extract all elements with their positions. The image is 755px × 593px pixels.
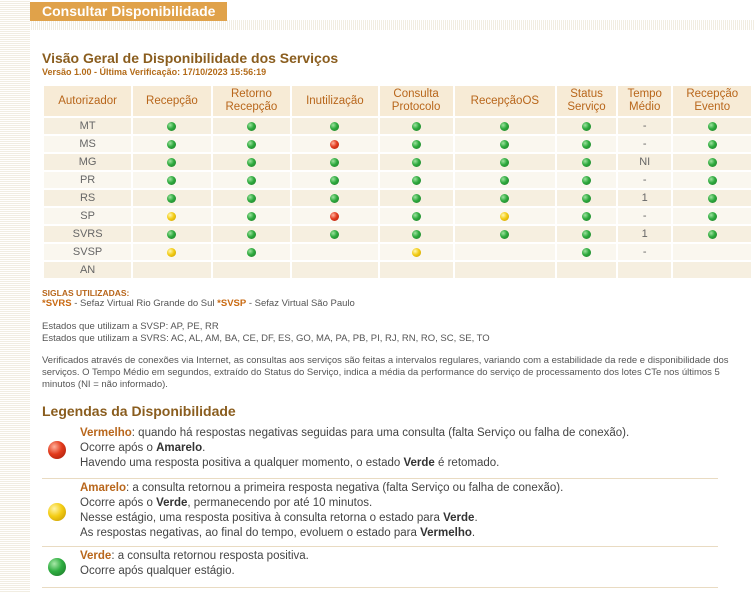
table-row <box>44 262 751 278</box>
green-status-icon <box>167 140 176 149</box>
green-status-icon <box>167 122 176 131</box>
status-cell <box>455 190 556 206</box>
legend-item-green <box>42 547 718 588</box>
green-status-icon <box>167 176 176 185</box>
green-status-icon <box>582 122 591 131</box>
green-status-icon <box>582 230 591 239</box>
column-header: Autorizador <box>44 86 131 116</box>
status-cell <box>213 118 290 134</box>
column-header: RecepçãoOS <box>455 86 556 116</box>
status-cell <box>213 262 290 278</box>
legend-green-term: Verde <box>80 550 112 562</box>
status-cell <box>133 244 210 260</box>
table-row <box>44 226 751 242</box>
status-cell <box>673 154 751 170</box>
status-cell: - <box>618 136 672 152</box>
legend-yellow-l3a: Nesse estágio, uma resposta positiva à consulta retorna o estado para <box>80 512 444 524</box>
status-cell <box>557 118 616 134</box>
legend-green-line-1 <box>80 549 309 564</box>
table-row <box>44 118 751 134</box>
status-cell <box>213 154 290 170</box>
green-status-icon <box>500 230 509 239</box>
red-status-icon <box>48 441 66 459</box>
column-header: Tempo Médio <box>618 86 672 116</box>
column-header: Recepção <box>133 86 210 116</box>
green-status-icon <box>330 176 339 185</box>
status-cell <box>213 136 290 152</box>
estados-svsp: Estados que utilizam a SVSP: AP, PE, RR <box>42 321 219 332</box>
column-header: Recepção Evento <box>673 86 751 116</box>
status-cell <box>133 262 210 278</box>
table-row <box>44 172 751 188</box>
legend-item-yellow <box>42 479 718 547</box>
status-cell <box>292 262 377 278</box>
status-cell <box>557 172 616 188</box>
status-cell <box>557 136 616 152</box>
status-cell <box>292 208 377 224</box>
status-cell <box>213 190 290 206</box>
status-cell <box>618 262 672 278</box>
green-status-icon <box>330 230 339 239</box>
status-cell <box>673 262 751 278</box>
status-cell <box>133 226 210 242</box>
status-cell <box>557 226 616 242</box>
status-cell <box>292 226 377 242</box>
status-cell <box>455 244 556 260</box>
status-cell <box>213 172 290 188</box>
table-row <box>44 244 751 260</box>
green-status-icon <box>167 194 176 203</box>
green-status-icon <box>247 212 256 221</box>
green-status-icon <box>330 158 339 167</box>
green-status-icon <box>708 122 717 131</box>
legend-title: Legendas da Disponibilidade <box>42 403 236 419</box>
legend-green-l1: : a consulta retornou resposta positiva. <box>111 550 309 562</box>
status-cell <box>380 208 453 224</box>
green-status-icon <box>582 248 591 257</box>
status-cell <box>455 172 556 188</box>
legend-yellow-text <box>80 481 563 541</box>
green-status-icon <box>48 558 66 576</box>
yellow-status-icon <box>48 503 66 521</box>
legend-yellow-l4b: Vermelho <box>420 527 472 539</box>
green-status-icon <box>412 122 421 131</box>
status-cell: NI <box>618 154 672 170</box>
red-status-icon <box>330 140 339 149</box>
legend-yellow-l3c: . <box>474 512 478 524</box>
status-cell: - <box>618 118 672 134</box>
green-status-icon <box>412 158 421 167</box>
table-row <box>44 208 751 224</box>
green-status-icon <box>708 140 717 149</box>
legend-red-l3c: é retomado. <box>434 457 500 469</box>
green-status-icon <box>582 212 591 221</box>
status-cell: 1 <box>618 226 672 242</box>
legend-yellow-l1: : a consulta retornou a primeira resposta negativa (falta Serviço ou falha de conexão). <box>126 482 564 494</box>
verification-note: Verificados através de conexões via Internet, as consultas aos serviços são feitas a intervalos regulares, variando com a estabilidade da rede e disponibilidade dos serviços. O Tempo Médio em segundos, extraído do Status do Serviço, indica a média da performance do serviço de processamento dos lotes CTe nos últimos 5 minutos (NI = não informado). <box>42 355 729 390</box>
autorizador-cell: MG <box>44 154 131 170</box>
table-row <box>44 154 751 170</box>
legend-yellow-term: Amarelo <box>80 482 127 494</box>
status-cell <box>557 208 616 224</box>
status-cell <box>455 262 556 278</box>
version-info: Versão 1.00 - Última Verificação: 17/10/2023 15:56:19 <box>42 67 267 77</box>
status-cell <box>673 118 751 134</box>
green-status-icon <box>582 176 591 185</box>
green-status-icon <box>247 122 256 131</box>
availability-table <box>42 84 753 280</box>
status-cell <box>557 262 616 278</box>
status-cell <box>213 208 290 224</box>
green-status-icon <box>247 158 256 167</box>
legend-red-l2b: Amarelo <box>156 442 203 454</box>
green-status-icon <box>247 248 256 257</box>
status-cell <box>557 190 616 206</box>
green-status-icon <box>330 122 339 131</box>
status-cell <box>380 136 453 152</box>
green-status-icon <box>500 176 509 185</box>
status-cell <box>557 244 616 260</box>
legend-item-red <box>42 424 718 479</box>
status-cell <box>455 226 556 242</box>
green-status-icon <box>167 230 176 239</box>
legend-red-l2a: Ocorre após o <box>80 442 157 454</box>
legend-yellow-l4a: As respostas negativas, ao final do tempo, evoluem o estado para <box>80 527 421 539</box>
status-cell: - <box>618 244 672 260</box>
siglas-svsp-desc: - Sefaz Virtual São Paulo <box>246 298 355 309</box>
status-cell <box>133 136 210 152</box>
green-status-icon <box>500 122 509 131</box>
yellow-status-icon <box>167 212 176 221</box>
status-cell <box>213 226 290 242</box>
status-cell <box>455 208 556 224</box>
frame-left-border <box>0 0 30 593</box>
siglas-line <box>42 298 355 309</box>
page-header-tab: Consultar Disponibilidade <box>30 2 227 21</box>
status-cell <box>292 244 377 260</box>
status-cell <box>455 136 556 152</box>
siglas-svrs-desc: - Sefaz Virtual Rio Grande do Sul <box>71 298 218 309</box>
legend-red-line-2 <box>80 441 629 456</box>
green-status-icon <box>167 158 176 167</box>
column-header: Inutilização <box>292 86 377 116</box>
green-status-icon <box>500 140 509 149</box>
legend-red-text <box>80 426 629 471</box>
legend-green-line-2: Ocorre após qualquer estágio. <box>80 565 235 577</box>
status-cell <box>292 154 377 170</box>
legend-green-text <box>80 549 309 579</box>
siglas-title: SIGLAS UTILIZADAS: <box>42 288 130 298</box>
siglas-svrs-abbr: *SVRS <box>42 298 72 309</box>
status-cell <box>673 208 751 224</box>
table-row <box>44 190 751 206</box>
green-status-icon <box>708 212 717 221</box>
green-status-icon <box>247 140 256 149</box>
status-cell: 1 <box>618 190 672 206</box>
legend-red-line-3 <box>80 456 629 471</box>
yellow-status-icon <box>167 248 176 257</box>
status-cell <box>292 190 377 206</box>
status-cell <box>380 244 453 260</box>
column-header: Status Serviço <box>557 86 616 116</box>
status-cell <box>133 172 210 188</box>
legend-yellow-l2a: Ocorre após o <box>80 497 157 509</box>
legend-yellow-line-2 <box>80 496 563 511</box>
status-cell <box>380 226 453 242</box>
green-status-icon <box>500 194 509 203</box>
legend-yellow-l3b: Verde <box>443 512 475 524</box>
green-status-icon <box>500 158 509 167</box>
status-cell <box>380 190 453 206</box>
autorizador-cell: PR <box>44 172 131 188</box>
legend-red-line-1 <box>80 426 629 441</box>
status-cell <box>673 226 751 242</box>
legend-yellow-l2c: , permanecendo por até 10 minutos. <box>187 497 373 509</box>
status-cell <box>380 118 453 134</box>
legend-red-l3a: Havendo uma resposta positiva a qualquer momento, o estado <box>80 457 404 469</box>
status-cell <box>455 118 556 134</box>
yellow-status-icon <box>412 248 421 257</box>
legend-red-term: Vermelho <box>80 427 132 439</box>
status-cell <box>380 154 453 170</box>
autorizador-cell: SP <box>44 208 131 224</box>
table-header-row <box>44 86 751 116</box>
status-cell <box>557 154 616 170</box>
status-cell <box>673 172 751 188</box>
green-status-icon <box>412 212 421 221</box>
green-status-icon <box>412 140 421 149</box>
status-cell <box>455 154 556 170</box>
status-cell <box>292 136 377 152</box>
autorizador-cell: MS <box>44 136 131 152</box>
status-cell <box>133 208 210 224</box>
legend-yellow-line-4 <box>80 526 563 541</box>
status-cell <box>213 244 290 260</box>
green-status-icon <box>582 140 591 149</box>
green-status-icon <box>247 176 256 185</box>
green-status-icon <box>708 194 717 203</box>
green-status-icon <box>582 158 591 167</box>
status-cell <box>133 190 210 206</box>
column-header: Retorno Recepção <box>213 86 290 116</box>
green-status-icon <box>708 176 717 185</box>
green-status-icon <box>708 230 717 239</box>
legend-yellow-line-3 <box>80 511 563 526</box>
legend-yellow-l2b: Verde <box>156 497 188 509</box>
green-status-icon <box>582 194 591 203</box>
frame-top-border <box>0 20 755 30</box>
status-cell <box>133 118 210 134</box>
autorizador-cell: MT <box>44 118 131 134</box>
table-body <box>44 118 751 278</box>
red-status-icon <box>330 212 339 221</box>
status-cell <box>673 244 751 260</box>
section-title: Visão Geral de Disponibilidade dos Serviços <box>42 50 339 66</box>
column-header: Consulta Protocolo <box>380 86 453 116</box>
green-status-icon <box>412 176 421 185</box>
green-status-icon <box>412 194 421 203</box>
status-cell <box>292 118 377 134</box>
green-status-icon <box>412 230 421 239</box>
legend-red-l3b: Verde <box>403 457 435 469</box>
status-cell <box>673 190 751 206</box>
legend-yellow-l4c: . <box>471 527 476 539</box>
green-status-icon <box>247 230 256 239</box>
autorizador-cell: SVRS <box>44 226 131 242</box>
green-status-icon <box>708 158 717 167</box>
status-cell <box>673 136 751 152</box>
autorizador-cell: SVSP <box>44 244 131 260</box>
autorizador-cell: AN <box>44 262 131 278</box>
status-cell: - <box>618 208 672 224</box>
autorizador-cell: RS <box>44 190 131 206</box>
status-cell <box>292 172 377 188</box>
siglas-svsp-abbr: *SVSP <box>217 298 247 309</box>
status-cell <box>380 262 453 278</box>
status-cell <box>133 154 210 170</box>
green-status-icon <box>330 194 339 203</box>
green-status-icon <box>247 194 256 203</box>
status-cell <box>380 172 453 188</box>
legend-yellow-line-1 <box>80 481 563 496</box>
estados-svrs: Estados que utilizam a SVRS: AC, AL, AM, BA, CE, DF, ES, GO, MA, PA, PB, PI, RJ, RN, RO, SC, SE, TO <box>42 333 490 344</box>
status-cell: - <box>618 172 672 188</box>
legend-red-l2c: . <box>202 442 206 454</box>
table-row <box>44 136 751 152</box>
yellow-status-icon <box>500 212 509 221</box>
legend-red-l1: : quando há respostas negativas seguidas para uma consulta (falta Serviço ou falha de conexão). <box>131 427 630 439</box>
